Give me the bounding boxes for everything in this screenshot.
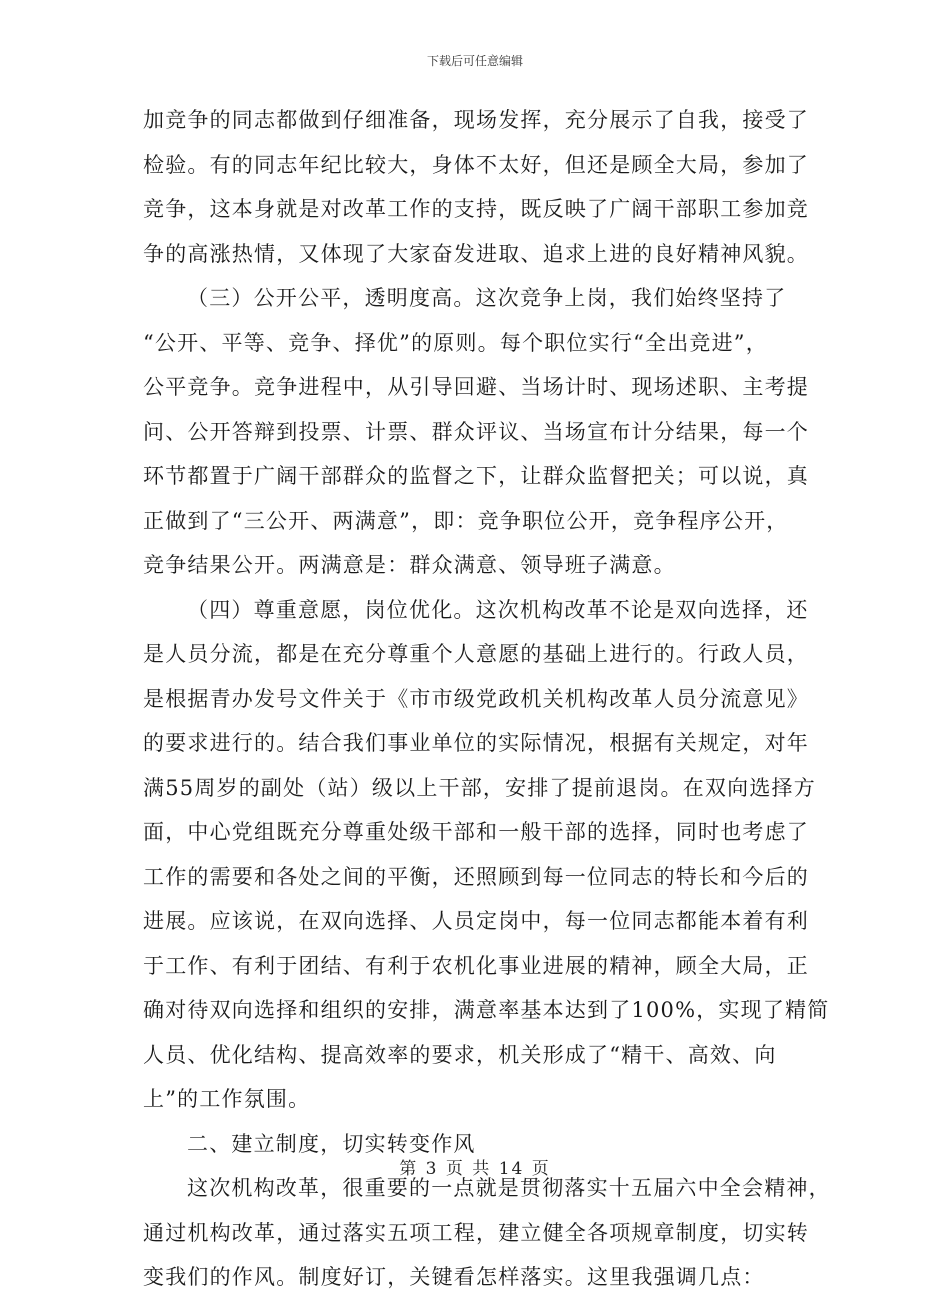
text-line: 问、公开答辩到投票、计票、群众评议、当场宣布计分结果，每一个 <box>143 419 809 444</box>
text-line: 通过机构改革，通过落实五项工程，建立健全各项规章制度，切实转 <box>143 1220 809 1245</box>
text-line: 工作的需要和各处之间的平衡，还照顾到每一位同志的特长和今后的 <box>143 864 809 889</box>
text-line: 人员、优化结构、提高效率的要求，机关形成了“精干、高效、向 <box>143 1042 777 1067</box>
text-line: 满55周岁的副处（站）级以上干部，安排了提前退岗。在双向选择方 <box>143 775 816 800</box>
text-line: 是根据青办发号文件关于《市市级党政机关机构改革人员分流意见》 <box>143 686 809 711</box>
text-line: 的要求进行的。结合我们事业单位的实际情况，根据有关规定，对年 <box>143 731 809 755</box>
text-line: 是人员分流，都是在充分尊重个人意愿的基础上进行的。行政人员， <box>143 642 809 666</box>
text-line: 加竞争的同志都做到仔细准备，现场发挥，充分展示了自我，接受了 <box>143 108 809 132</box>
paragraph-heading-4: （四）尊重意愿，岗位优化。这次机构改革不论是双向选择，还 <box>187 597 809 622</box>
text-line: 面，中心党组既充分尊重处级干部和一般干部的选择，同时也考虑了 <box>143 820 809 844</box>
text-line: 这次机构改革，很重要的一点就是贯彻落实十五届六中全会精神， <box>187 1176 831 1200</box>
text-line: 进展。应该说，在双向选择、人员定岗中，每一位同志都能本着有利 <box>143 909 809 933</box>
text-line: 竞争，这本身就是对改革工作的支持，既反映了广阔干部职工参加竞 <box>143 197 809 221</box>
text-line: 竞争结果公开。两满意是：群众满意、领导班子满意。 <box>143 553 676 577</box>
text-line: 检验。有的同志年纪比较大，身体不太好，但还是顾全大局，参加了 <box>143 152 809 177</box>
text-line: 上”的工作氛围。 <box>143 1087 311 1111</box>
page-number-footer: 第 3 页 共 14 页 <box>399 1159 551 1179</box>
text-line: 确对待双向选择和组织的安排，满意率基本达到了100%，实现了精简 <box>143 998 830 1022</box>
document-body <box>143 98 831 1300</box>
page-header: 下载后可任意编辑 <box>426 54 523 68</box>
text-line: 争的高涨热情，又体现了大家奋发进取、追求上进的良好精神风貌。 <box>143 241 809 266</box>
text-line: 环节都置于广阔干部群众的监督之下，让群众监督把关；可以说，真 <box>143 464 809 488</box>
text-line: 正做到了“三公开、两满意”，即：竞争职位公开，竞争程序公开， <box>143 508 789 533</box>
text-line: 于工作、有利于团结、有利于农机化事业进展的精神，顾全大局，正 <box>143 953 809 978</box>
text-line: 变我们的作风。制度好订，关键看怎样落实。这里我强调几点： <box>143 1265 765 1289</box>
section-heading: 二、建立制度，切实转变作风 <box>187 1131 476 1156</box>
text-line: 公平竞争。竞争进程中，从引导回避、当场计时、现场述职、主考提 <box>143 375 809 399</box>
text-line: “公开、平等、竞争、择优”的原则。每个职位实行“全出竞进”， <box>143 330 768 355</box>
paragraph-heading-3: （三）公开公平，透明度高。这次竞争上岗，我们始终坚持了 <box>187 286 787 310</box>
